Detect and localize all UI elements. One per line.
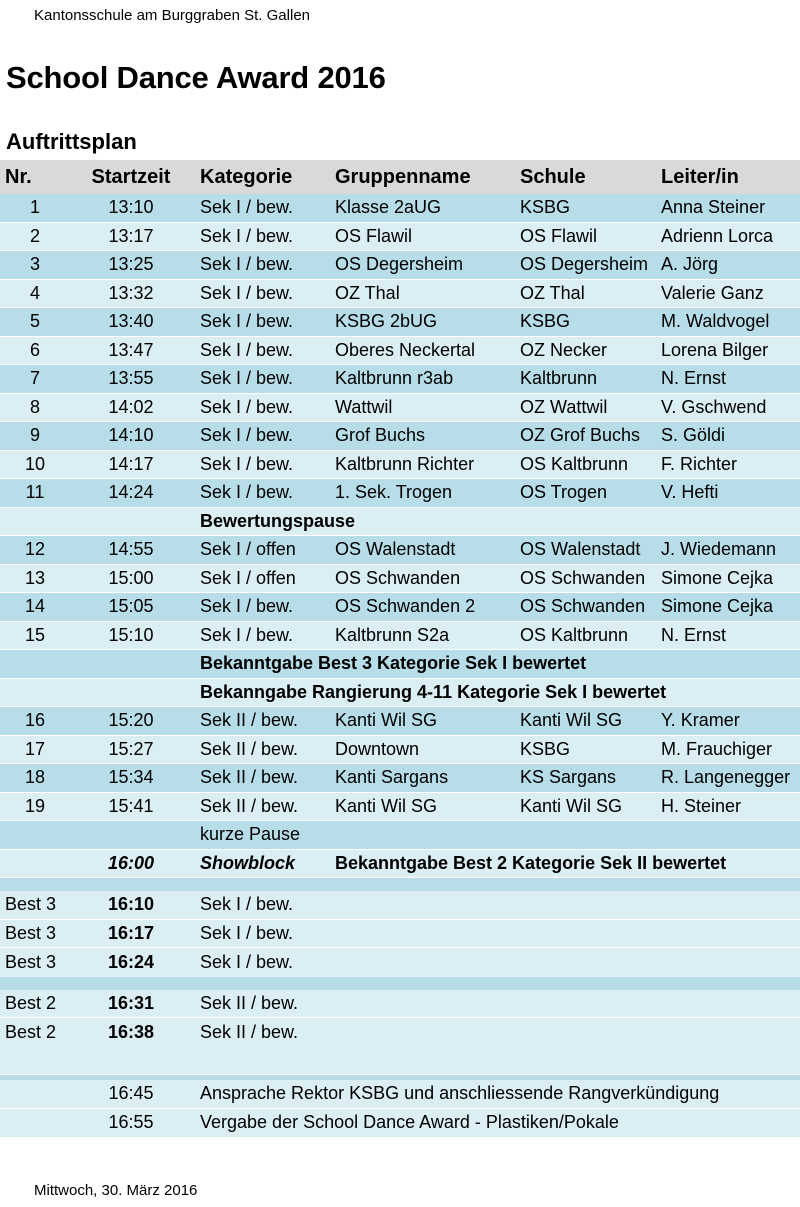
cell-category: Sek II / bew.: [200, 738, 299, 759]
divider-row: [0, 878, 800, 891]
cell-nr: 13: [24, 567, 46, 588]
cell-nr: 18: [24, 767, 46, 788]
school-name: Kantonsschule am Burggraben St. Gallen: [34, 7, 310, 24]
column-header-leader: Leiter/in: [661, 165, 739, 188]
cell-school: OS Schwanden: [520, 567, 646, 588]
cell-category: Sek I / bew.: [200, 197, 294, 218]
cell-leader: S. Göldi: [661, 425, 726, 446]
showblock-row: [0, 850, 800, 879]
cell-school: KS Sargans: [520, 767, 617, 788]
cell-time: 14:24: [108, 482, 154, 503]
cell-group: 1. Sek. Trogen: [335, 482, 453, 503]
cell-group: Grof Buchs: [335, 425, 426, 446]
cell-time: 13:47: [108, 339, 154, 360]
cell-time: 15:27: [108, 738, 154, 759]
table-row: [0, 736, 800, 765]
cell-category: Sek I / bew.: [200, 596, 294, 617]
cell-category: Sek I / bew.: [200, 482, 294, 503]
cell-rank: Best 2: [5, 1021, 57, 1042]
cell-time: 15:41: [108, 795, 154, 816]
cell-group: Downtown: [335, 738, 420, 759]
cell-time: 15:20: [108, 710, 154, 731]
cell-leader: N. Ernst: [661, 368, 727, 389]
cell-leader: M. Frauchiger: [661, 738, 773, 759]
column-header-category: Kategorie: [200, 165, 293, 188]
cell-leader: Y. Kramer: [661, 710, 740, 731]
table-row: [0, 337, 800, 366]
cell-nr: 4: [29, 282, 40, 303]
cell-group: Kaltbrunn S2a: [335, 624, 450, 645]
cell-category: Sek I / bew.: [200, 339, 294, 360]
cell-time: 14:02: [108, 396, 154, 417]
table-row: [0, 394, 800, 423]
cell-nr: 5: [29, 311, 40, 332]
cell-category: Sek I / bew.: [200, 425, 294, 446]
cell-time: 15:10: [108, 624, 154, 645]
closing-row: [0, 1109, 800, 1138]
cell-group: KSBG 2bUG: [335, 311, 438, 332]
column-header-group: Gruppenname: [335, 165, 471, 188]
cell-group: Oberes Neckertal: [335, 339, 476, 360]
section-title: Auftrittsplan: [6, 129, 137, 154]
table-row: [0, 308, 800, 337]
cell-category: Sek II / bew.: [200, 795, 299, 816]
table-row: [0, 707, 800, 736]
table-row: [0, 422, 800, 451]
cell-category: Sek I / bew.: [200, 894, 294, 915]
cell-category: Sek I / bew.: [200, 396, 294, 417]
cell-nr: 10: [24, 453, 46, 474]
cell-leader: Anna Steiner: [661, 197, 766, 218]
announcement-text: Bekanntgabe Best 3 Kategorie Sek I bewertet: [200, 653, 587, 674]
cell-category: Sek I / bew.: [200, 453, 294, 474]
cell-leader: Simone Cejka: [661, 596, 774, 617]
table-row: [0, 223, 800, 252]
cell-category: Sek I / bew.: [200, 624, 294, 645]
best-row: [0, 920, 800, 949]
cell-category: Sek I / bew.: [200, 311, 294, 332]
cell-group: OS Schwanden: [335, 567, 461, 588]
cell-school: Kanti Wil SG: [520, 795, 623, 816]
cell-category: Sek I / bew.: [200, 282, 294, 303]
schedule-table: [0, 160, 800, 1137]
cell-leader: Lorena Bilger: [661, 339, 769, 360]
cell-nr: 17: [24, 738, 46, 759]
cell-group: OS Walenstadt: [335, 539, 456, 560]
cell-group: Wattwil: [335, 396, 393, 417]
cell-leader: R. Langenegger: [661, 767, 791, 788]
closing-row: [0, 1080, 800, 1109]
cell-time: 13:55: [108, 368, 154, 389]
cell-school: KSBG: [520, 311, 571, 332]
cell-group: OZ Thal: [335, 282, 400, 303]
best-row: [0, 891, 800, 920]
table-row: [0, 622, 800, 651]
cell-leader: Simone Cejka: [661, 567, 774, 588]
cell-time: 13:40: [108, 311, 154, 332]
cell-nr: 14: [24, 596, 46, 617]
cell-time: 13:25: [108, 254, 154, 275]
table-row: [0, 764, 800, 793]
cell-nr: 9: [29, 425, 40, 446]
cell-school: OS Walenstadt: [520, 539, 641, 560]
showblock-time: 16:00: [107, 852, 155, 873]
cell-nr: 11: [25, 482, 45, 503]
cell-leader: Adrienn Lorca: [661, 225, 774, 246]
table-row: [0, 565, 800, 594]
announcement-row: [0, 679, 800, 708]
cell-nr: 3: [29, 254, 40, 275]
table-row: [0, 280, 800, 309]
cell-nr: 6: [29, 339, 40, 360]
cell-time: 15:34: [108, 767, 154, 788]
cell-rank: Best 3: [5, 922, 57, 943]
cell-group: Kaltbrunn Richter: [335, 453, 475, 474]
cell-category: Sek II / bew.: [200, 992, 299, 1013]
cell-category: Sek II / bew.: [200, 1021, 299, 1042]
cell-school: OZ Wattwil: [520, 396, 608, 417]
cell-time: 13:32: [108, 282, 154, 303]
cell-leader: F. Richter: [661, 453, 738, 474]
cell-time: 16:10: [107, 894, 155, 915]
cell-school: OS Kaltbrunn: [520, 624, 629, 645]
cell-category: Sek II / bew.: [200, 710, 299, 731]
best-row: [0, 948, 800, 977]
cell-school: KSBG: [520, 738, 571, 759]
cell-nr: 16: [24, 710, 46, 731]
cell-school: OZ Grof Buchs: [520, 425, 641, 446]
showblock-text: Bekanntgabe Best 2 Kategorie Sek II bewertet: [335, 852, 727, 873]
best-row: [0, 990, 800, 1019]
column-header-school: Schule: [520, 165, 586, 188]
cell-school: OZ Necker: [520, 339, 608, 360]
table-row: [0, 536, 800, 565]
cell-leader: V. Hefti: [661, 482, 719, 503]
cell-nr: 2: [29, 225, 40, 246]
pause-label: Bewertungspause: [200, 510, 356, 531]
cell-time: 15:05: [108, 596, 154, 617]
announcement-text: Bekanngabe Rangierung 4-11 Kategorie Sek I bewertet: [200, 681, 667, 702]
announcement-row: [0, 650, 800, 679]
page-title: School Dance Award 2016: [6, 60, 386, 95]
cell-time: 14:55: [108, 539, 154, 560]
table-row: [0, 451, 800, 480]
showblock-label: Showblock: [200, 852, 296, 873]
cell-group: OS Schwanden 2: [335, 596, 476, 617]
cell-nr: 8: [29, 396, 40, 417]
pause-label: kurze Pause: [200, 824, 301, 845]
cell-school: OS Flawil: [520, 225, 598, 246]
divider-row: [0, 977, 800, 990]
cell-category: Sek II / bew.: [200, 767, 299, 788]
cell-time: 13:10: [108, 197, 154, 218]
cell-time: 15:00: [108, 567, 154, 588]
cell-rank: Best 3: [5, 951, 57, 972]
cell-time: 14:17: [108, 453, 154, 474]
cell-time: 16:24: [107, 951, 155, 972]
table-row: [0, 593, 800, 622]
cell-text: Vergabe der School Dance Award - Plastiken/Pokale: [200, 1112, 619, 1133]
cell-school: KSBG: [520, 197, 571, 218]
cell-leader: M. Waldvogel: [661, 311, 770, 332]
cell-nr: 19: [24, 795, 46, 816]
table-row: [0, 194, 800, 223]
cell-group: OS Flawil: [335, 225, 413, 246]
cell-category: Sek I / bew.: [200, 368, 294, 389]
table-row: [0, 251, 800, 280]
cell-school: Kanti Wil SG: [520, 710, 623, 731]
table-row: [0, 365, 800, 394]
cell-nr: 1: [29, 197, 40, 218]
cell-category: Sek I / offen: [200, 539, 296, 560]
cell-category: Sek I / bew.: [200, 225, 294, 246]
footer-date: Mittwoch, 30. März 2016: [34, 1182, 198, 1199]
cell-rank: Best 3: [5, 894, 57, 915]
cell-time: 16:45: [108, 1083, 154, 1104]
cell-category: Sek I / bew.: [200, 254, 294, 275]
column-header-nr: Nr.: [5, 165, 32, 188]
cell-text: Ansprache Rektor KSBG und anschliessende Rangverkündigung: [200, 1083, 720, 1104]
cell-school: Kaltbrunn: [520, 368, 598, 389]
cell-time: 16:38: [107, 1021, 155, 1042]
cell-school: OZ Thal: [520, 282, 585, 303]
cell-time: 16:31: [107, 992, 155, 1013]
cell-group: Kanti Sargans: [335, 767, 449, 788]
cell-nr: 12: [24, 539, 46, 560]
pause-row: [0, 821, 800, 850]
cell-school: OS Kaltbrunn: [520, 453, 629, 474]
pause-row: [0, 508, 800, 537]
cell-rank: Best 2: [5, 992, 57, 1013]
table-row: [0, 479, 800, 508]
cell-group: Kanti Wil SG: [335, 795, 438, 816]
cell-school: OS Degersheim: [520, 254, 649, 275]
cell-leader: Valerie Ganz: [661, 282, 764, 303]
cell-category: Sek I / bew.: [200, 922, 294, 943]
cell-time: 16:17: [107, 922, 155, 943]
cell-leader: J. Wiedemann: [661, 539, 777, 560]
cell-nr: 15: [24, 624, 46, 645]
cell-leader: A. Jörg: [661, 254, 719, 275]
cell-leader: H. Steiner: [661, 795, 742, 816]
cell-time: 14:10: [108, 425, 154, 446]
cell-leader: N. Ernst: [661, 624, 727, 645]
divider-row: [0, 1047, 800, 1076]
cell-time: 16:55: [108, 1112, 154, 1133]
cell-leader: V. Gschwend: [661, 396, 767, 417]
table-row: [0, 793, 800, 822]
best-row: [0, 1018, 800, 1047]
cell-school: OS Schwanden: [520, 596, 646, 617]
cell-category: Sek I / offen: [200, 567, 296, 588]
cell-group: Klasse 2aUG: [335, 197, 442, 218]
column-header-start: Startzeit: [91, 165, 171, 188]
cell-group: OS Degersheim: [335, 254, 464, 275]
cell-time: 13:17: [108, 225, 154, 246]
cell-group: Kaltbrunn r3ab: [335, 368, 454, 389]
cell-category: Sek I / bew.: [200, 951, 294, 972]
table-header: [0, 160, 800, 194]
cell-group: Kanti Wil SG: [335, 710, 438, 731]
cell-school: OS Trogen: [520, 482, 608, 503]
cell-nr: 7: [29, 368, 40, 389]
